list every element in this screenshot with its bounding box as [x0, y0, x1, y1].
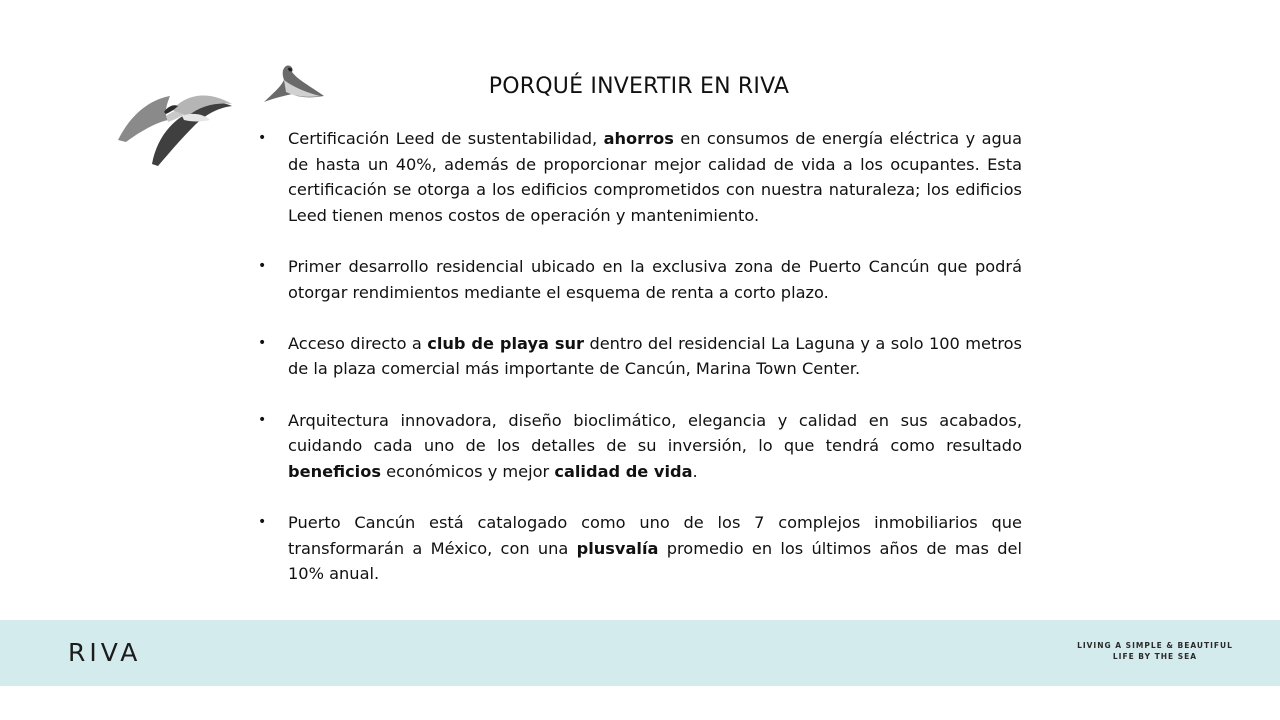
list-item	[258, 408, 1022, 485]
footer-tagline	[1050, 640, 1260, 662]
riva-logo: RIVA	[68, 638, 142, 667]
bullet-text: Puerto Cancún está catalogado como uno de los 7 complejos inmobiliarios que transformarán a México, con una plusvalía promedio en los últimos años de mas del 10% anual.	[288, 512, 1022, 584]
bullet-text: Primer desarrollo residencial ubicado en la exclusiva zona de Puerto Cancún que podrá otorgar rendimientos mediante el esquema de renta a corto plazo.	[288, 256, 1022, 302]
bullet-text: Arquitectura innovadora, diseño bioclimático, elegancia y calidad en sus acabados, cuidando cada uno de los detalles de su inversión, lo que tendrá como resultado beneficios económicos y mejor calidad de vida.	[288, 410, 1022, 481]
tagline-line-1: LIVING A SIMPLE & BEAUTIFUL	[1077, 641, 1233, 650]
list-item	[258, 126, 1022, 228]
bullet-icon: •	[258, 334, 267, 351]
bullet-icon: •	[258, 257, 267, 274]
list-item	[258, 331, 1022, 382]
bullet-icon: •	[258, 411, 267, 428]
page-title: PORQUÉ INVERTIR EN RIVA	[488, 74, 790, 99]
bullet-text: Certificación Leed de sustentabilidad, ahorros en consumos de energía eléctrica y agua de hasta un 40%, además de proporcionar mejor calidad de vida a los ocupantes. Esta certificación se otorga a los edificios comprometidos con nuestra naturaleza; los edificios Leed tienen menos costos de operación y mantenimiento.	[288, 129, 1022, 225]
tagline-line-2: LIFE BY THE SEA	[1112, 652, 1198, 661]
bullet-text: Acceso directo a club de playa sur dentro del residencial La Laguna y a solo 100 metros de la plaza comercial más importante de Cancún, Marina Town Center.	[288, 333, 1022, 379]
bullet-icon: •	[258, 130, 267, 146]
list-item	[258, 254, 1022, 305]
bullet-icon: •	[258, 513, 267, 530]
list-item	[258, 510, 1022, 587]
investment-reasons-list	[258, 126, 1022, 612]
